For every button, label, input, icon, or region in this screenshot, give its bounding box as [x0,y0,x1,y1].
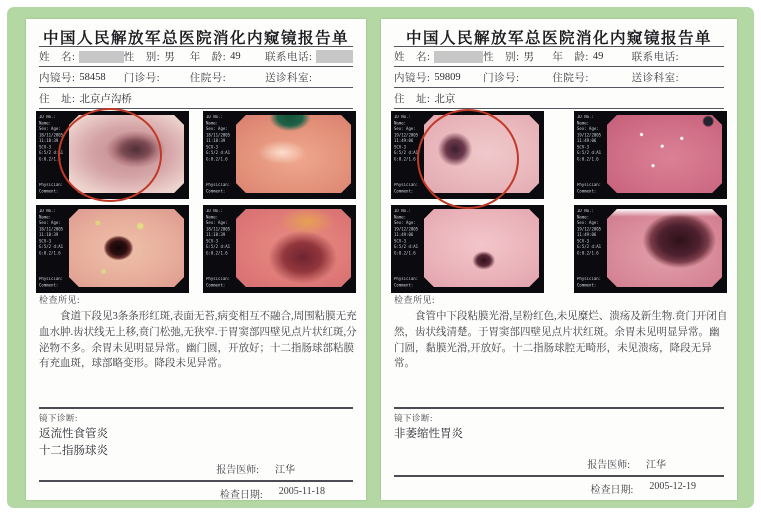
image-overlay-footer: Physician: Comment: [577,183,602,194]
section-divider [39,407,353,409]
age-value: 49 [230,51,241,62]
endoscope-no-value: 58458 [79,71,106,83]
endoscopy-image-stomach-body [574,111,727,199]
doctor-name: 江华 [646,460,666,471]
header-row-3 [394,88,724,109]
endoscopy-image-cardia [203,111,356,199]
red-circle-annotation [417,109,519,209]
address-value: 北京卢沟桥 [79,93,132,105]
endoscopy-image-esophagus [36,111,189,199]
signature-block [394,456,724,496]
findings-label: 检查所见: [39,295,81,305]
image-overlay-text: ID No.: Name: Sex: Age: 18/11/2005 11:18:39 SCV-3 G:5/2 d:A1 G:0.2/1.6 [206,115,231,162]
endoscopy-photo [424,209,539,287]
exam-date-value: 2005-12-19 [649,481,696,492]
header-row-2 [39,67,353,88]
admission-no-label: 住院号: [552,72,589,84]
sex-value: 男 [523,52,535,63]
exam-date-label: 检查日期: [219,489,263,501]
endoscopy-image-pylorus [36,205,189,293]
doctor-row [394,456,724,475]
header-row-1 [394,46,724,67]
diagnosis-section [39,407,353,501]
diagnosis-label: 镜下诊断: [39,413,78,423]
patient-header [394,46,724,109]
phone-label: 联系电话: [265,52,313,63]
age-value: 49 [592,51,604,62]
endoscope-no-label: 内镜号: [39,72,76,84]
endoscopy-photo [607,115,722,193]
doctor-row [39,461,353,480]
sex-value: 男 [164,52,175,63]
endoscopy-image-duodenum [203,205,356,293]
image-overlay-text: ID No.: Name: Sex: Age: 19/12/2005 11:49:06 SCV-3 G:5/2 d:A1 G:0.2/1.6 [394,115,419,162]
image-overlay-text: ID No.: Name: Sex: Age: 18/11/2005 11:18:39 SCV-3 G:5/2 d:A1 G:0.2/1.6 [39,115,64,162]
endoscopy-photo [69,209,184,287]
phone-label: 联系电话: [631,52,679,63]
findings-section [39,293,357,372]
image-overlay-footer: Physician: Comment: [206,183,231,194]
header-row-2 [394,67,724,88]
image-overlay-footer: Physician: Comment: [206,277,231,288]
name-redaction-box [79,51,123,63]
image-overlay-footer: Physician: Comment: [394,277,419,288]
findings-section [394,293,728,372]
endoscopy-image-duodenum [574,205,727,293]
endoscopy-image-pylorus [391,205,544,293]
endoscopy-photo [236,209,351,287]
endoscopy-image-grid [36,111,356,293]
image-overlay-footer: Physician: Comment: [39,183,64,194]
report-page-left [26,19,366,500]
image-overlay-text: ID No.: Name: Sex: Age: 19/12/2005 11:49:06 SCV-3 G:5/2 d:A1 G:0.2/1.6 [394,209,419,256]
header-row-1 [39,46,353,67]
exam-date-row [39,482,353,501]
image-overlay-text: ID No.: Name: Sex: Age: 19/12/2005 11:49:06 SCV-3 G:5/2 d:A1 G:0.2/1.6 [577,209,602,256]
outpatient-no-label: 门诊号: [123,72,161,84]
name-label: 姓 名: [394,52,431,63]
findings-text: 食道下段见3条条形红斑,表面无苔,病变相互不融合,周围粘膜无充血水肿.齿状线无上移,贲门松弛,无狭窄.于胃窦部四壁见点片状红斑,分泌物不多。余胃未见明显异常。幽门圆，开放好；十二指肠球部粘膜有充血斑，球部略变形。降段未见异常。 [39,311,357,370]
report-title: 中国人民解放军总医院消化内窥镜报告单 [42,30,349,47]
age-label: 年 龄: [189,52,227,63]
diagnosis-section [394,407,724,496]
age-label: 年 龄: [552,52,589,63]
report-title: 中国人民解放军总医院消化内窥镜报告单 [405,30,712,47]
phone-redaction-box [316,50,352,63]
image-overlay-text: ID No.: Name: Sex: Age: 18/11/2005 11:18:39 SCV-3 G:5/2 d:A1 G:0.2/1.6 [206,209,231,256]
findings-label: 检查所见: [394,295,436,305]
red-circle-annotation [58,108,162,202]
section-divider [394,407,724,409]
referral-dept-label: 送诊科室: [265,72,313,84]
address-label: 住 址: [39,93,76,105]
admission-no-label: 住院号: [189,72,227,84]
report-page-right [381,19,737,500]
sex-label: 性 别: [483,52,520,63]
exam-date-label: 检查日期: [590,485,634,496]
address-label: 住 址: [394,93,431,105]
endoscopy-image-esophagus [391,111,544,199]
patient-header [39,46,353,109]
findings-text: 食管中下段粘膜光滑,呈粉红色,未见糜烂、溃疡及新生物.贲门开闭自然，齿状线清楚。于胃窦部四壁见点片状红斑。余胃未见明显异常。幽门圆，黏膜光滑,开放好。十二指肠球腔无畸形，未见溃疡，降段无异常。 [394,311,728,370]
endoscope-no-label: 内镜号: [394,72,431,84]
signature-block [39,461,353,501]
endoscopy-image-grid [391,111,727,293]
image-overlay-footer: Physician: Comment: [39,277,64,288]
outpatient-no-label: 门诊号: [483,72,520,84]
name-redaction-box [434,51,483,63]
image-overlay-text: ID No.: Name: Sex: Age: 19/12/2005 11:49:06 SCV-3 G:5/2 d:A1 G:0.2/1.6 [577,115,602,162]
image-overlay-text: ID No.: Name: Sex: Age: 18/11/2005 11:18:39 SCV-3 G:5/2 d:A1 G:0.2/1.6 [39,209,64,256]
diagnosis-label: 镜下诊断: [394,413,433,423]
exam-date-row [394,477,724,496]
doctor-label: 报告医师: [216,464,259,476]
diagnosis-lines: 非萎缩性胃炎 [394,428,463,440]
diagnosis-lines: 返流性食管炎 十二指肠球炎 [39,428,108,458]
endoscopy-photo [236,115,351,193]
image-overlay-footer: Physician: Comment: [394,183,419,194]
endoscopy-photo [607,209,722,287]
doctor-name: 江华 [275,464,295,476]
image-overlay-footer: Physician: Comment: [577,277,602,288]
sex-label: 性 别: [123,52,161,63]
doctor-label: 报告医师: [587,460,630,471]
header-row-3 [39,88,353,109]
name-label: 姓 名: [39,52,76,63]
referral-dept-label: 送诊科室: [631,72,679,84]
exam-date-value: 2005-11-18 [278,485,325,497]
address-value: 北京 [434,93,456,105]
endoscope-no-value: 59809 [434,71,461,83]
